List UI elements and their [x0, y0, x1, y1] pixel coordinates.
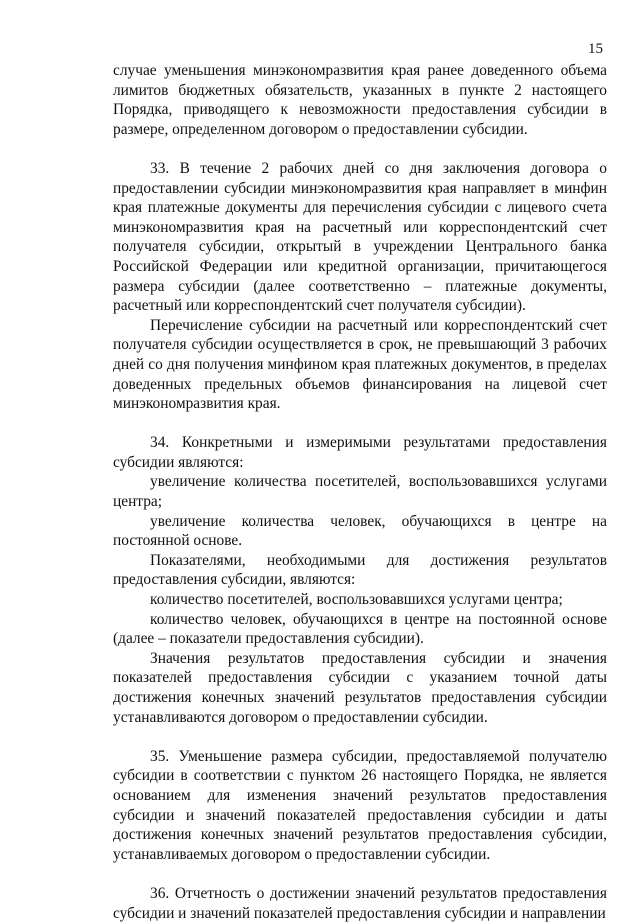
paragraph-34-values: Значения результатов предоставления субсидии и значения показателей предоставления субсидии с указанием точной даты достижения конечных значений результатов предоставления субсидии устанавливаются договором о предоставлении субсидии. — [113, 649, 607, 726]
document-body — [113, 61, 607, 923]
paragraph-33: 33. В течение 2 рабочих дней со дня заключения договора о предоставлении субсидии минэкономразвития края направляет в минфин края платежные документы для перечисления субсидии с лицевого счета минэкономразвития края на расчетный или корреспондентский счет получателя субсидии, открытый в учреждении Центрального банка Российской Федерации или кредитной организации, причитающегося размера субсидии (далее соответственно – платежные документы, расчетный или корреспондентский счет получателя субсидии). — [113, 159, 607, 315]
page-number: 15 — [588, 41, 603, 57]
paragraph-33-transfer: Перечисление субсидии на расчетный или корреспондентский счет получателя субсидии осуществляется в срок, не превышающий 3 рабочих дней со дня получения минфином края платежных документов, в пределах доведенных предельных объемов финансирования на лицевой счет минэкономразвития края. — [113, 316, 607, 413]
paragraph-continuation: случае уменьшения минэкономразвития края ранее доведенного объема лимитов бюджетных обязательств, указанных в пункте 2 настоящего Порядка, приводящего к невозможности предоставления субсидии в размере, определенном договором о предоставлении субсидии. — [113, 62, 607, 138]
paragraph-34-indicator-visitors: количество посетителей, воспользовавшихся услугами центра; — [150, 591, 563, 609]
paragraph-35: 35. Уменьшение размера субсидии, предоставляемой получателю субсидии в соответствии с пунктом 26 настоящего Порядка, не является основанием для изменения значений результатов предоставления субсидии и значений показателей предоставления субсидии и даты достижения конечных значений результатов предоставления субсидии, устанавливаемых договором о предоставлении субсидии. — [113, 747, 607, 863]
paragraph-34-indicators: Показателями, необходимыми для достижения результатов предоставления субсидии, являются: — [113, 551, 607, 589]
paragraph-36: 36. Отчетность о достижении значений результатов предоставления субсидии и значений показателей предоставления субсидии и направлении — [113, 884, 607, 922]
paragraph-34-result-students: увеличение количества человек, обучающихся в центре на постоянной основе. — [113, 512, 607, 550]
paragraph-34-result-visitors: увеличение количества посетителей, воспользовавшихся услугами центра; — [113, 473, 607, 511]
paragraph-34-indicator-students: количество человек, обучающихся в центре на постоянной основе (далее – показатели предоставления субсидии). — [113, 610, 607, 648]
paragraph-34: 34. Конкретными и измеримыми результатами предоставления субсидии являются: — [113, 434, 607, 471]
